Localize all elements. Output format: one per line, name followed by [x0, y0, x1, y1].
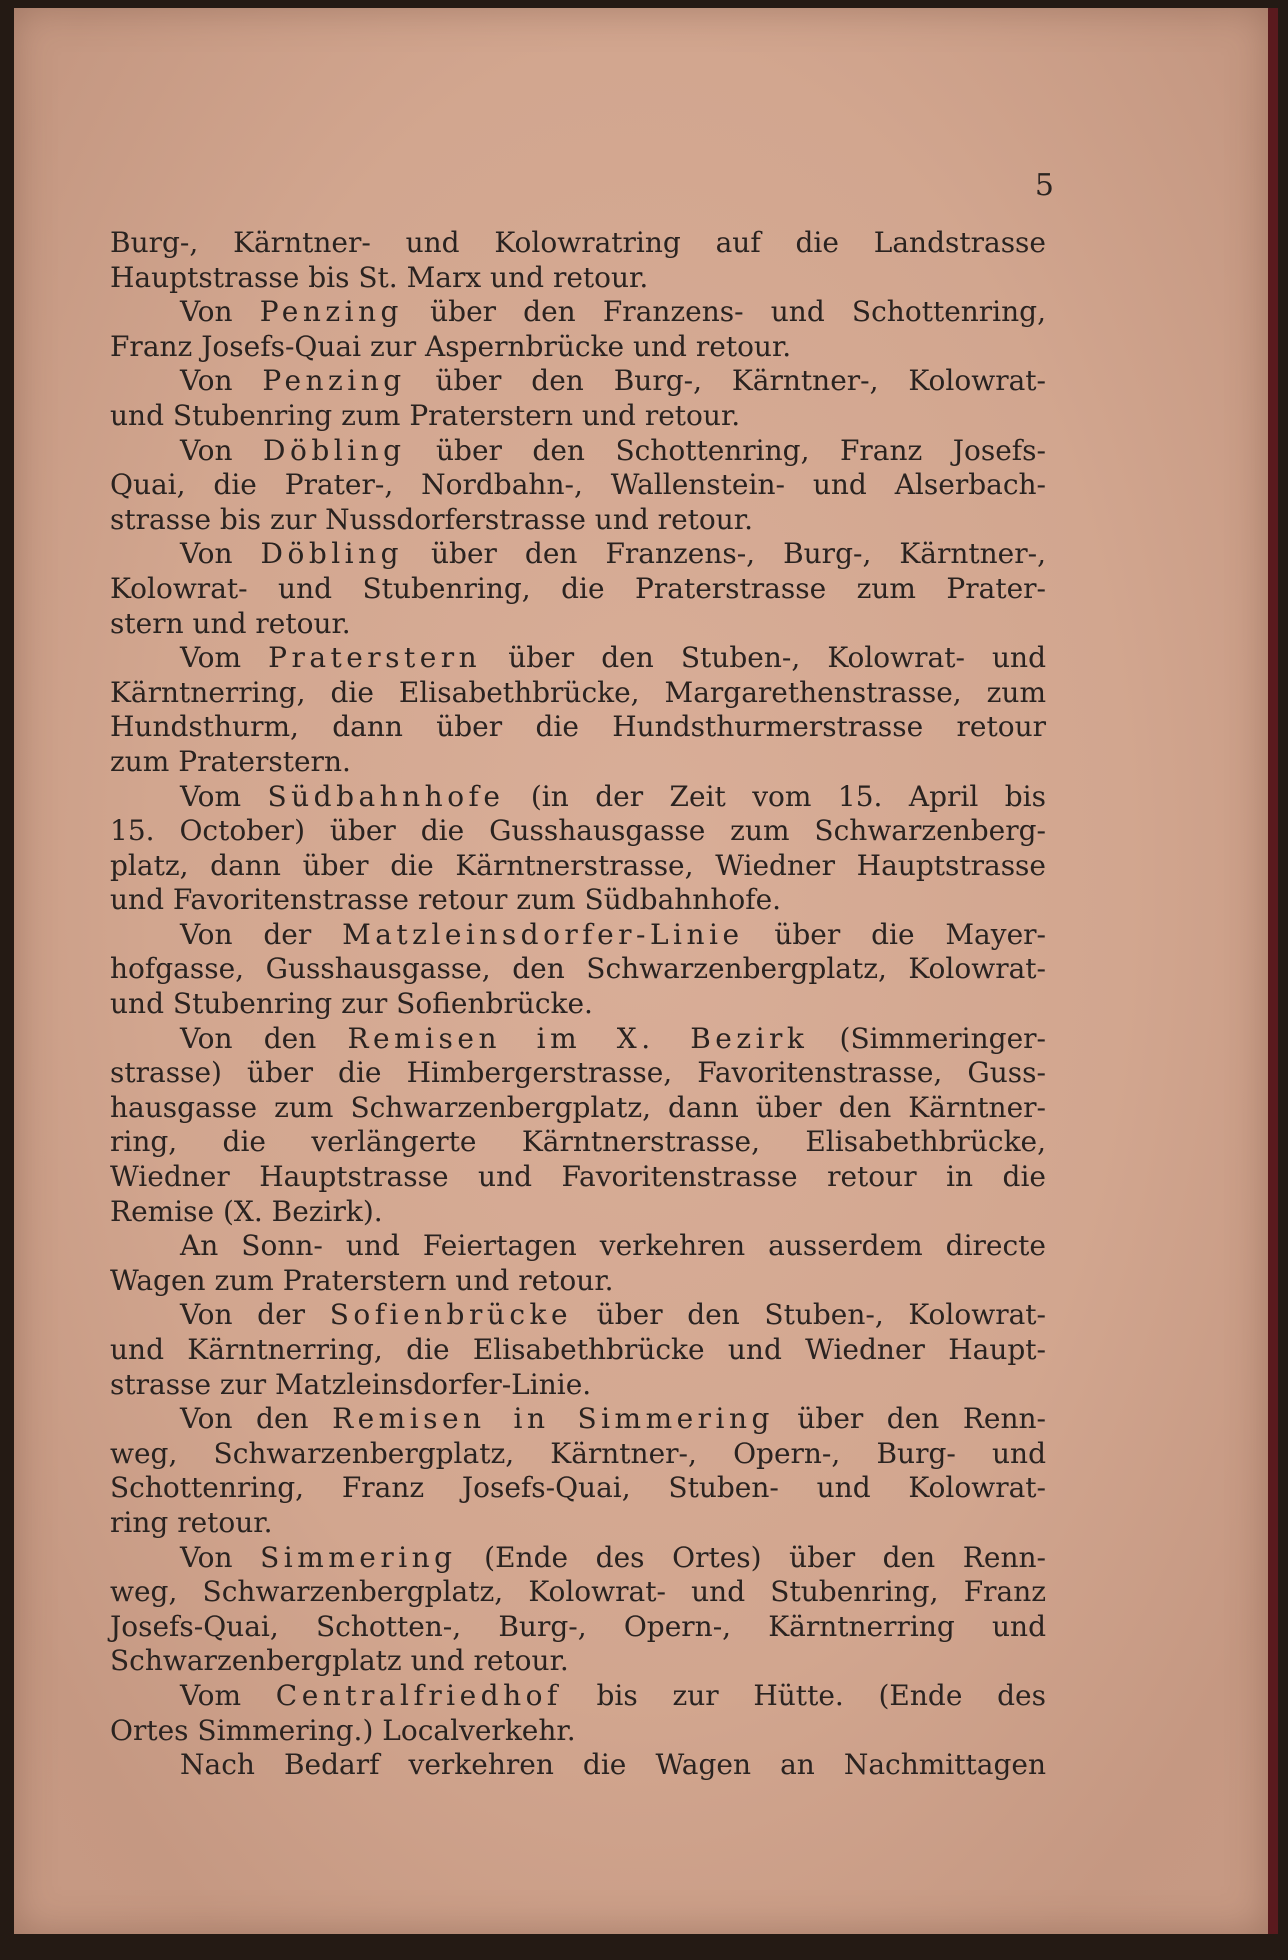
line-text: Hundsthurm, dann über die Hundsthurmerstrasse retour	[110, 710, 1046, 744]
text-line	[110, 607, 1046, 642]
text-line	[110, 1541, 1046, 1576]
line-text: über den Franzens- und Schottenring,	[402, 295, 1046, 329]
line-text: Josefs-Quai, Schotten-, Burg-, Opern-, Kärntnerring und	[110, 1609, 1046, 1643]
line-text: strasse) über die Himbergerstrasse, Favoritenstrasse, Guss-	[110, 1056, 1046, 1090]
text-line	[110, 364, 1046, 399]
line-lead: Vom	[180, 641, 269, 675]
spaced-name: Penzing	[262, 364, 406, 398]
book-page	[14, 8, 1278, 1934]
line-text: Burg-, Kärntner- und Kolowratring auf die Landstrasse	[110, 226, 1046, 259]
line-text: strasse bis zur Nussdorferstrasse und retour.	[110, 502, 753, 536]
text-line	[110, 261, 1046, 296]
line-text: zum Praterstern.	[110, 744, 351, 778]
line-text: über den Stuben-, Kolowrat- und	[481, 641, 1046, 675]
text-line	[110, 1229, 1046, 1264]
line-text: über den Burg-, Kärntner-, Kolowrat-	[405, 364, 1046, 398]
text-line	[110, 1368, 1046, 1403]
text-line	[110, 1160, 1046, 1195]
line-lead: Von der	[180, 1298, 330, 1332]
spaced-name: Simmering	[260, 1540, 457, 1574]
line-text: ring retour.	[110, 1505, 273, 1539]
text-line	[110, 226, 1046, 261]
text-line	[110, 1644, 1046, 1679]
spaced-name: Praterstern	[268, 641, 482, 675]
line-text: und Kärntnerring, die Elisabethbrücke und Wiedner Haupt-	[110, 1333, 1046, 1366]
line-lead: Von der	[180, 917, 343, 951]
line-text: über den Renn-	[773, 1402, 1046, 1436]
text-line	[110, 330, 1046, 365]
text-line	[110, 1091, 1046, 1126]
text-line	[110, 1056, 1046, 1091]
line-text: hofgasse, Gusshausgasse, den Schwarzenbergplatz, Kolowrat-	[110, 952, 1046, 986]
line-lead: Von den	[180, 1021, 348, 1055]
line-text: hausgasse zum Schwarzenbergplatz, dann über den Kärntner-	[110, 1090, 1046, 1124]
text-line	[110, 1264, 1046, 1299]
line-text: Kolowrat- und Stubenring, die Praterstrasse zum Prater-	[110, 571, 1046, 605]
text-line	[110, 1471, 1046, 1506]
text-line	[110, 1195, 1046, 1230]
text-line	[110, 883, 1046, 918]
line-text: und Stubenring zur Sofienbrücke.	[110, 987, 593, 1021]
text-line	[110, 434, 1046, 469]
line-text: Quai, die Prater-, Nordbahn-, Wallenstein- und Alserbach-	[110, 468, 1046, 502]
spaced-name: Remisen in Simmering	[332, 1402, 774, 1436]
text-line	[110, 503, 1046, 538]
line-text: Kärntnerring, die Elisabethbrücke, Margarethenstrasse, zum	[110, 675, 1046, 709]
text-line	[110, 1714, 1046, 1749]
line-text: Schwarzenbergplatz und retour.	[110, 1644, 569, 1678]
line-text: weg, Schwarzenbergplatz, Kärntner-, Opern-, Burg- und	[110, 1436, 1046, 1470]
line-text: Wagen zum Praterstern und retour.	[110, 1263, 614, 1297]
line-lead: Von	[180, 1540, 261, 1574]
line-lead: Von	[180, 295, 260, 329]
text-line	[110, 780, 1046, 815]
text-line	[110, 537, 1046, 572]
line-text: Hauptstrasse bis St. Marx und retour.	[110, 260, 649, 294]
spaced-name: Centralfriedhof	[275, 1678, 562, 1712]
line-text: und Stubenring zum Praterstern und retour.	[110, 398, 741, 432]
line-text: Schottenring, Franz Josefs-Quai, Stuben- und Kolowrat-	[110, 1471, 1046, 1505]
text-line	[110, 1022, 1046, 1057]
line-text: bis zur Hütte. (Ende des	[561, 1678, 1046, 1712]
text-line	[110, 399, 1046, 434]
text-line	[110, 572, 1046, 607]
line-lead: Von den	[180, 1402, 333, 1436]
text-line	[110, 745, 1046, 780]
text-line	[110, 814, 1046, 849]
line-text: über den Schottenring, Franz Josefs-	[405, 433, 1046, 467]
text-line	[110, 641, 1046, 676]
line-text: Nach Bedarf verkehren die Wagen an Nachmittagen	[180, 1748, 1046, 1782]
spaced-name: Südbahnhofe	[267, 779, 505, 813]
line-text: ring, die verlängerte Kärntnerstrasse, Elisabethbrücke,	[110, 1125, 1046, 1159]
line-text: über die Mayer-	[743, 917, 1046, 951]
line-lead: Vom	[180, 779, 268, 813]
text-line	[110, 295, 1046, 330]
text-line	[110, 710, 1046, 745]
text-line	[110, 952, 1046, 987]
spaced-name: Sofienbrücke	[329, 1298, 573, 1332]
text-line	[110, 1437, 1046, 1472]
text-line	[110, 1748, 1046, 1783]
line-text: (Ende des Ortes) über den Renn-	[456, 1540, 1046, 1574]
line-text: (in der Zeit vom 15. April bis	[504, 779, 1046, 813]
text-line	[110, 1125, 1046, 1160]
text-line	[110, 849, 1046, 884]
line-text: Franz Josefs-Quai zur Aspernbrücke und retour.	[110, 329, 792, 363]
spaced-name: Matzleinsdorfer-Linie	[342, 917, 744, 951]
text-line	[110, 468, 1046, 503]
text-line	[110, 1679, 1046, 1714]
line-text: Remise (X. Bezirk).	[110, 1194, 383, 1228]
line-text: (Simmeringer-	[808, 1021, 1046, 1055]
line-text: strasse zur Matzleinsdorfer-Linie.	[110, 1367, 592, 1401]
text-line	[110, 1298, 1046, 1333]
spaced-name: Penzing	[259, 295, 403, 329]
text-line	[110, 1610, 1046, 1645]
spaced-name: Döbling	[263, 433, 406, 467]
body-text	[110, 226, 1046, 1783]
line-text: stern und retour.	[110, 606, 351, 640]
line-text: und Favoritenstrasse retour zum Südbahnhofe.	[110, 883, 782, 917]
text-line	[110, 1333, 1046, 1368]
line-text: weg, Schwarzenbergplatz, Kolowrat- und Stubenring, Franz	[110, 1575, 1046, 1609]
line-lead: Von	[180, 364, 263, 398]
text-line	[110, 1506, 1046, 1541]
line-lead: Vom	[180, 1678, 276, 1712]
spaced-name: Döbling	[260, 537, 404, 571]
text-line	[110, 676, 1046, 711]
line-text: über den Stuben-, Kolowrat-	[572, 1298, 1046, 1332]
text-line	[110, 1575, 1046, 1610]
text-line	[110, 918, 1046, 953]
line-text: platz, dann über die Kärntnerstrasse, Wiedner Hauptstrasse	[110, 848, 1046, 882]
line-lead: Von	[180, 433, 264, 467]
text-line	[110, 987, 1046, 1022]
page-number: 5	[1034, 168, 1054, 203]
line-text: Wiedner Hauptstrasse und Favoritenstrasse retour in die	[110, 1160, 1046, 1194]
line-text: An Sonn- und Feiertagen verkehren ausserdem directe	[180, 1229, 1046, 1263]
line-lead: Von	[180, 537, 261, 571]
line-text: 15. October) über die Gusshausgasse zum Schwarzenberg-	[110, 814, 1046, 848]
text-line	[110, 1402, 1046, 1437]
line-text: Ortes Simmering.) Localverkehr.	[110, 1713, 576, 1747]
spaced-name: Remisen im X. Bezirk	[347, 1021, 809, 1055]
line-text: über den Franzens-, Burg-, Kärntner-,	[403, 537, 1046, 571]
